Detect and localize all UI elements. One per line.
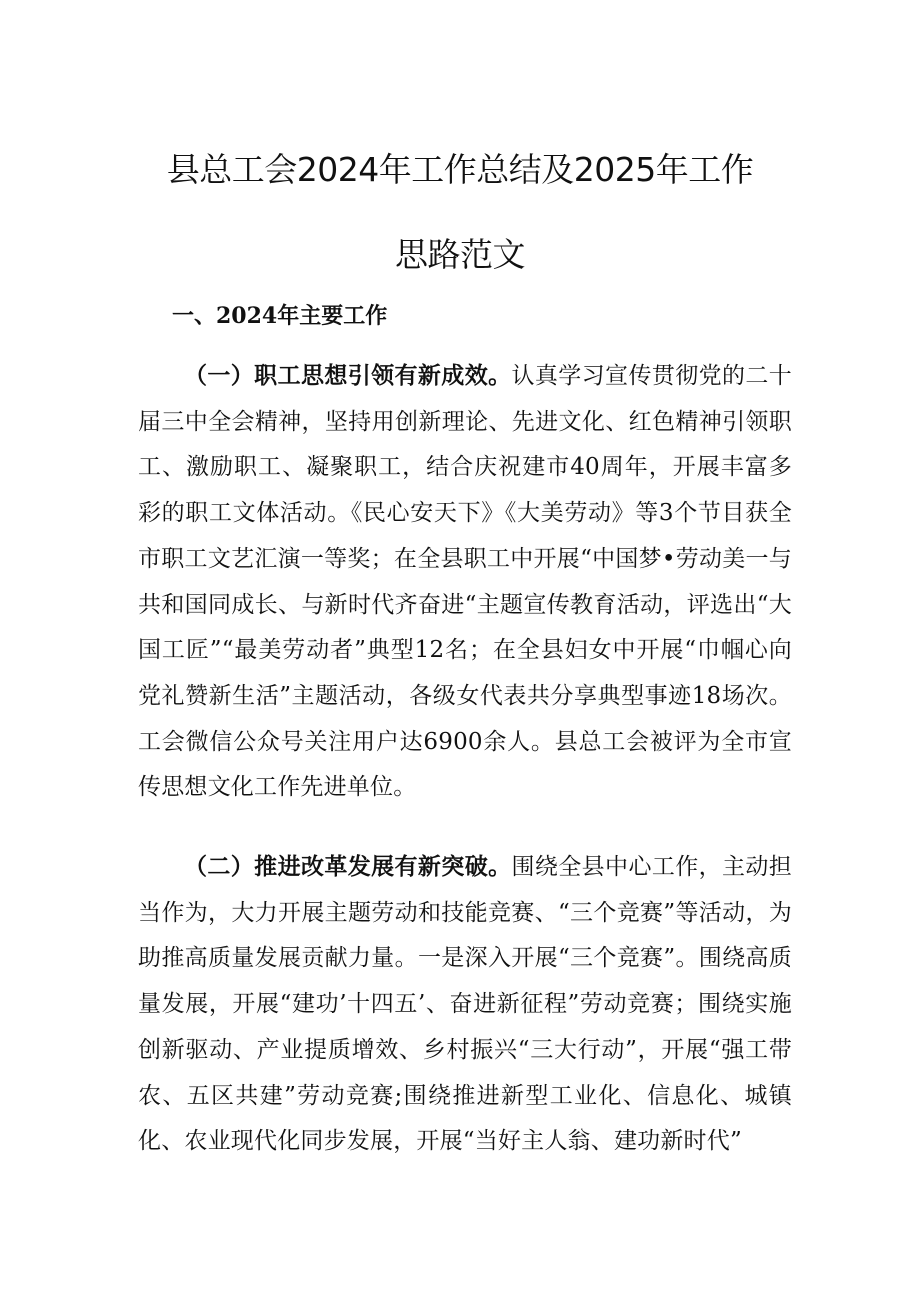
- paragraph-1: [138, 353, 792, 811]
- section-heading: 一、2024年主要工作: [172, 303, 388, 329]
- paragraph-2-lead: （二）推进改革发展有新突破。: [184, 853, 512, 880]
- paragraph-1-lead: （一）职工思想引领有新成效。: [184, 362, 512, 389]
- paragraph-2-body: 围绕全县中心工作，主动担当作为，大力开展主题劳动和技能竞赛、“三个竞赛”等活动，为助推高质量发展贡献力量。一是深入开展“三个竞赛”。围绕高质量发展，开展“建功’十四五’、奋进新征程”劳动竞赛；围绕实施创新驱动、产业提质增效、乡村振兴“三大行动”，开展“强工带农、五区共建”劳动竞赛;围绕推进新型工业化、信息化、城镇化、农业现代化同步发展，开展“当好主人翁、建功新时代”: [138, 854, 792, 1155]
- document-title-line-2: 思路范文: [395, 235, 525, 274]
- paragraph-1-body: 认真学习宣传贯彻党的二十届三中全会精神，坚持用创新理论、先进文化、红色精神引领职工、激励职工、凝聚职工，结合庆祝建市40周年，开展丰富多彩的职工文体活动。《民心安天下》《大美劳动》等3个节目获全市职工文艺汇演一等奖；在全县职工中开展“中国梦•劳动美一与共和国同成长、与新时代齐奋进“主题宣传教育活动，评选出“大国工匠”“最美劳动者”典型12名；在全县妇女中开展“巾帼心向党礼赞新生活”主题活动，各级女代表共分享典型事迹18场次。工会微信公众号关注用户达6900余人。县总工会被评为全市宣传思想文化工作先进单位。: [138, 363, 792, 801]
- document-title-line-1: 县总工会2024年工作总结及2025年工作: [166, 150, 754, 189]
- paragraph-2: [138, 844, 792, 1165]
